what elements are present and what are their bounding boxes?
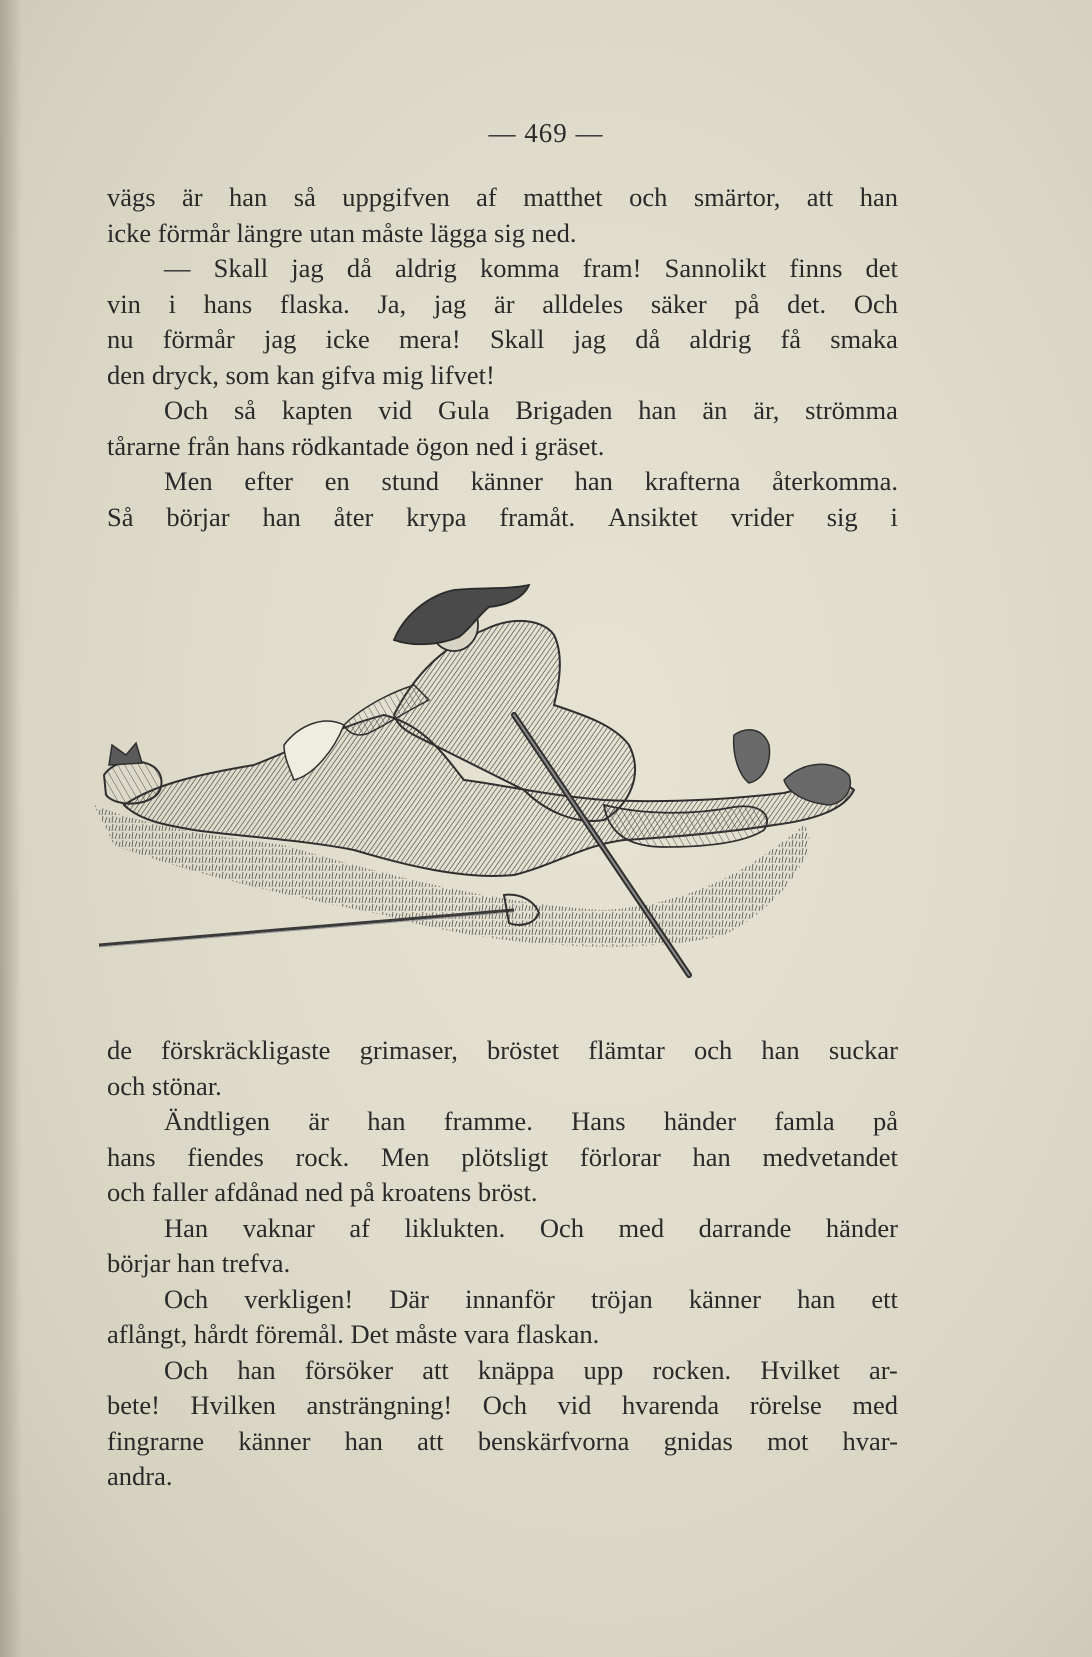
word: Där <box>389 1283 429 1314</box>
word: kapten <box>281 395 353 425</box>
word: få <box>780 324 802 354</box>
word: upp <box>583 1354 624 1385</box>
word: han <box>692 1141 731 1172</box>
text-line <box>107 1459 898 1495</box>
word: mera! <box>398 324 461 354</box>
word: framåt. <box>499 501 576 532</box>
word: hvar- <box>842 1425 898 1456</box>
word: de <box>107 1035 133 1065</box>
word: att <box>422 1354 449 1385</box>
word: är, <box>753 395 780 425</box>
word: vid <box>557 1390 592 1420</box>
word: nu <box>107 324 134 354</box>
word: händer <box>825 1212 898 1243</box>
word: rocken. <box>652 1354 732 1385</box>
word: så <box>293 182 316 212</box>
word: liklukten. <box>404 1212 506 1243</box>
word: och <box>693 1035 733 1065</box>
word: stund <box>381 466 439 496</box>
word: försöker <box>304 1354 394 1385</box>
word: plötsligt <box>461 1141 549 1172</box>
text-line <box>107 322 898 358</box>
word: Och <box>164 1354 209 1385</box>
word: rörelse <box>749 1390 822 1420</box>
text-line <box>107 1140 898 1176</box>
word: smärtor, <box>693 182 781 212</box>
word: sig <box>826 501 858 532</box>
word: med <box>852 1390 898 1420</box>
word: af <box>349 1212 370 1243</box>
word: han <box>262 501 301 532</box>
word: framme. <box>443 1106 533 1136</box>
word: är <box>308 1106 329 1136</box>
word: han <box>859 182 898 212</box>
word: verkligen! <box>244 1283 354 1314</box>
text-line <box>107 1424 898 1460</box>
word: gnidas <box>663 1425 733 1456</box>
word: han <box>229 182 268 212</box>
word: vin <box>107 288 141 319</box>
line-text: icke förmår längre utan måste lägga sig ned. <box>107 217 577 248</box>
word: han <box>761 1035 800 1065</box>
fallen-helmet <box>109 743 142 765</box>
text-line <box>107 393 898 429</box>
fallen-head <box>104 761 162 803</box>
word: återkomma. <box>772 466 898 496</box>
word: vrider <box>730 501 794 532</box>
word: känner <box>238 1425 311 1456</box>
word: är <box>182 182 203 212</box>
text-line <box>107 1211 898 1247</box>
line-text: och stönar. <box>107 1070 222 1101</box>
word: rock. <box>295 1141 350 1172</box>
word: ansträngning! <box>306 1390 453 1420</box>
kneeling-foot <box>734 730 770 783</box>
word: Brigaden <box>515 395 613 425</box>
word: icke <box>325 324 370 354</box>
word: Ja, <box>377 288 407 319</box>
text-line <box>107 1033 898 1069</box>
word: bete! <box>107 1390 160 1420</box>
word: fiendes <box>187 1141 264 1172</box>
word: Och <box>164 395 209 425</box>
text-block-bottom <box>107 1033 898 1495</box>
word: smaka <box>830 324 898 354</box>
word: han <box>638 395 677 425</box>
text-line <box>107 1246 898 1282</box>
word: än <box>702 395 728 425</box>
word: Ansiktet <box>607 501 698 532</box>
word: att <box>806 182 834 212</box>
word: mot <box>767 1425 809 1456</box>
line-text: aflångt, hårdt föremål. Det måste vara flaskan. <box>107 1319 600 1349</box>
word: innanför <box>465 1283 555 1314</box>
word: det <box>865 253 898 283</box>
word: en <box>324 466 350 496</box>
word: Skall <box>489 324 545 354</box>
word: förmår <box>162 324 235 354</box>
line-text: tårarne från hans rödkantade ögon ned i gräset. <box>107 430 605 461</box>
word: benskärfvorna <box>477 1425 630 1456</box>
word: matthet <box>523 182 603 212</box>
word: förlorar <box>579 1141 661 1172</box>
word: vägs <box>107 182 156 212</box>
word: komma <box>479 253 560 283</box>
word: så <box>233 395 257 425</box>
word: alldeles <box>542 288 624 319</box>
word: krafterna <box>644 466 741 496</box>
word: hans <box>107 1141 156 1172</box>
word: på <box>872 1106 898 1136</box>
word: det. <box>787 288 827 319</box>
page-number: — 469 — <box>488 118 604 148</box>
word: Hans <box>571 1106 626 1136</box>
word: ett <box>871 1283 898 1314</box>
word: knäppa <box>477 1354 555 1385</box>
text-line <box>107 251 898 287</box>
word: Men <box>164 466 213 496</box>
word: Han <box>164 1212 209 1243</box>
word: händer <box>663 1106 737 1136</box>
text-line <box>107 180 898 216</box>
word: tröjan <box>590 1283 653 1314</box>
word: fram! <box>582 253 642 283</box>
word: känner <box>470 466 543 496</box>
word: han <box>367 1106 406 1136</box>
word: han <box>344 1425 383 1456</box>
word: han <box>574 466 613 496</box>
word: åter <box>333 501 374 532</box>
word: darrande <box>698 1212 792 1243</box>
text-line <box>107 500 898 536</box>
text-line <box>107 1282 898 1318</box>
word: Men <box>380 1141 430 1172</box>
word: känner <box>688 1283 761 1314</box>
word: ar- <box>869 1354 898 1385</box>
word: han <box>797 1283 836 1314</box>
word: hvarenda <box>621 1390 720 1420</box>
text-block-top <box>107 180 898 535</box>
word: krypa <box>406 501 467 532</box>
word: efter <box>244 466 293 496</box>
word: flaska. <box>279 288 350 319</box>
word: och <box>629 182 668 212</box>
word: Gula <box>438 395 490 425</box>
word: jag <box>291 253 324 283</box>
word: säker <box>650 288 707 319</box>
word: Sannolikt <box>664 253 767 283</box>
word: aldrig <box>395 253 457 283</box>
text-line <box>107 1388 898 1424</box>
word: jag <box>573 324 606 354</box>
text-line <box>107 429 898 465</box>
word: suckar <box>828 1035 898 1065</box>
word: han <box>237 1354 276 1385</box>
word: på <box>734 288 760 319</box>
word: Så <box>107 501 134 532</box>
word: af <box>476 182 497 212</box>
illustration <box>84 575 904 1010</box>
word: hans <box>203 288 253 319</box>
word: — <box>164 253 191 283</box>
word: Hvilket <box>760 1354 840 1385</box>
word: då <box>635 324 661 354</box>
word: att <box>417 1425 444 1456</box>
line-text: den dryck, som kan gifva mig lifvet! <box>107 359 495 390</box>
word: strömma <box>805 395 898 425</box>
text-line <box>107 216 898 252</box>
text-line <box>107 358 898 394</box>
word: flämtar <box>588 1035 665 1065</box>
word: förskräckligaste <box>161 1035 331 1065</box>
word: grimaser, <box>359 1035 458 1065</box>
word: Hvilken <box>190 1390 276 1420</box>
line-text: andra. <box>107 1461 173 1491</box>
word: fingrarne <box>107 1425 205 1456</box>
word: medvetandet <box>762 1141 898 1172</box>
word: börjar <box>166 501 230 532</box>
word: Skall <box>213 253 269 283</box>
word: jag <box>433 288 467 319</box>
word: aldrig <box>689 324 752 354</box>
text-line <box>107 1317 898 1353</box>
word: är <box>493 288 515 319</box>
line-text: och faller afdånad ned på kroatens bröst. <box>107 1177 538 1207</box>
text-line <box>107 1175 898 1211</box>
word: Och <box>539 1212 584 1243</box>
word: vaknar <box>242 1212 315 1243</box>
word: Och <box>853 288 898 319</box>
word: Ändtligen <box>164 1106 270 1136</box>
line-text: börjar han trefva. <box>107 1248 291 1278</box>
word: vid <box>378 395 413 425</box>
word: i <box>168 288 176 319</box>
word: med <box>618 1212 665 1243</box>
word: jag <box>264 324 297 354</box>
word: famla <box>774 1106 835 1136</box>
word: Och <box>482 1390 527 1420</box>
text-line <box>107 1353 898 1389</box>
text-line <box>107 287 898 323</box>
word: finns <box>789 253 843 283</box>
word: bröstet <box>487 1035 560 1065</box>
word: i <box>890 501 898 532</box>
text-line <box>107 1104 898 1140</box>
word: Och <box>164 1283 209 1314</box>
word: uppgifven <box>342 182 450 212</box>
word: då <box>346 253 372 283</box>
text-line <box>107 464 898 500</box>
text-line <box>107 1069 898 1105</box>
